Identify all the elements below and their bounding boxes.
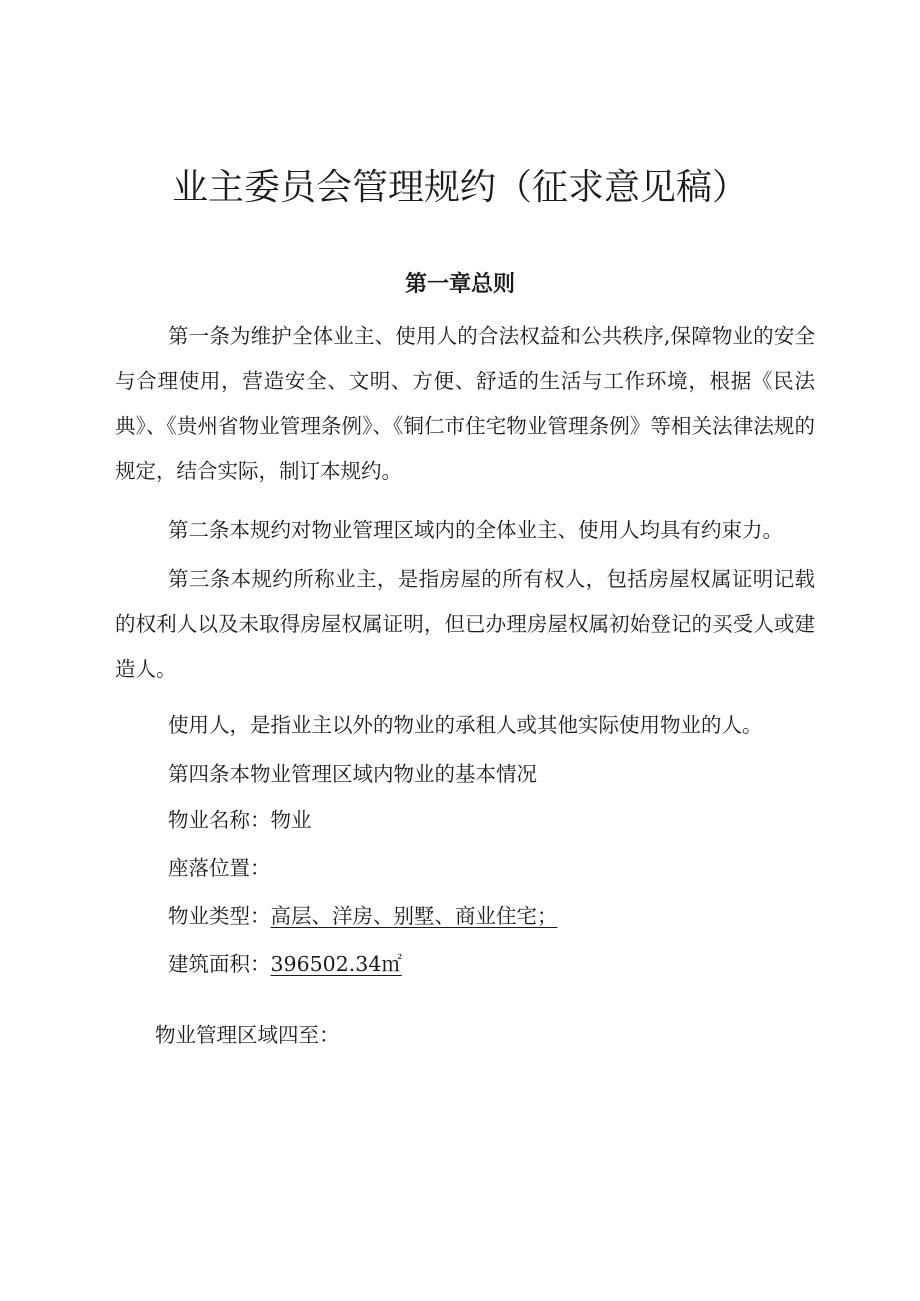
property-location-label: 座落位置： xyxy=(168,856,271,880)
property-name-label: 物业名称： xyxy=(168,808,271,832)
building-area-label: 建筑面积： xyxy=(168,952,271,976)
property-location-line xyxy=(168,853,271,883)
boundary-label: 物业管理区域四至： xyxy=(155,1023,340,1047)
chapter-heading: 第一章总则 xyxy=(404,272,515,297)
property-type-value: 高层、洋房、别墅、商业住宅； xyxy=(270,904,558,928)
article-1-paragraph: 第一条为维护全体业主、使用人的合法权益和公共秩序,保障物业的安全与合理使用，营造安全、文明、方便、舒适的生活与工作环境，根据《民法典》、《贵州省物业管理条例》、《铜仁市住宅物业管理条例》等相关法律法规的规定，结合实际，制订本规约。 xyxy=(115,324,815,483)
user-definition-paragraph: 使用人，是指业主以外的物业的承租人或其他实际使用物业的人。 xyxy=(168,713,763,737)
property-type-line xyxy=(168,901,558,931)
building-area-line xyxy=(168,949,402,979)
building-area-value: 396502.34㎡ xyxy=(270,952,402,976)
document-title: 业主委员会管理规约（征求意见稿） xyxy=(171,167,748,208)
article-3-paragraph: 第三条本规约所称业主，是指房屋的所有权人，包括房屋权属证明记载的权利人以及未取得房屋权属证明，但已办理房屋权属初始登记的买受人或建造人。 xyxy=(115,567,815,681)
article-2-paragraph: 第二条本规约对物业管理区域内的全体业主、使用人均具有约束力。 xyxy=(168,518,783,542)
property-name-value: 物业 xyxy=(270,808,312,832)
property-type-label: 物业类型： xyxy=(168,904,271,928)
property-name-line xyxy=(168,805,312,835)
article-4-paragraph: 第四条本物业管理区域内物业的基本情况 xyxy=(168,762,537,786)
